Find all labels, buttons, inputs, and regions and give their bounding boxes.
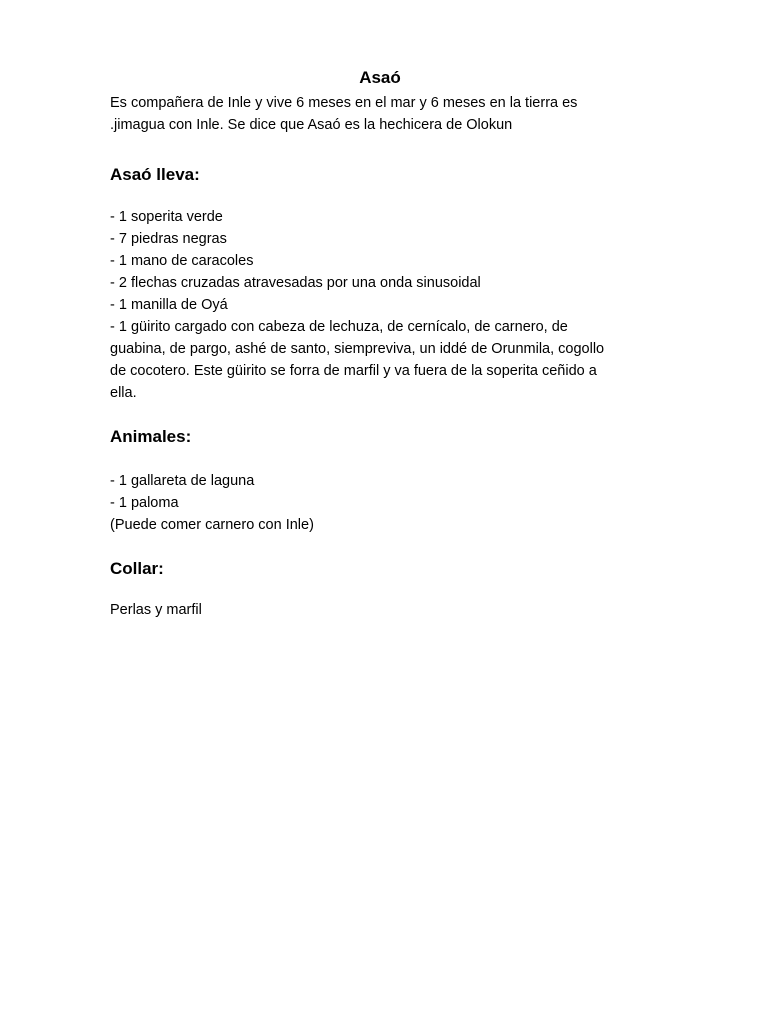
collar-text: Perlas y marfil <box>110 602 202 618</box>
list-item: - 2 flechas cruzadas atravesadas por una onda sinusoidal <box>110 275 481 291</box>
list-item: - 1 gallareta de laguna <box>110 473 255 489</box>
intro-line-1: Es compañera de Inle y vive 6 meses en el mar y 6 meses en la tierra es <box>110 95 578 111</box>
list-item: (Puede comer carnero con Inle) <box>110 517 314 533</box>
list-item: - 7 piedras negras <box>110 231 227 247</box>
list-item: - 1 soperita verde <box>110 209 223 225</box>
list-animales <box>110 470 650 536</box>
list-item: - 1 paloma <box>110 495 179 511</box>
intro-line-2: .jimagua con Inle. Se dice que Asaó es la hechicera de Olokun <box>110 117 513 133</box>
list-item: - 1 güirito cargado con cabeza de lechuza, de cernícalo, de carnero, de <box>110 319 568 335</box>
list-item: ella. <box>110 385 137 401</box>
list-lleva <box>110 206 650 404</box>
list-item: de cocotero. Este güirito se forra de marfil y va fuera de la soperita ceñido a <box>110 363 597 379</box>
document-title: Asaó <box>359 68 401 87</box>
document-page <box>110 66 650 621</box>
list-item: guabina, de pargo, ashé de santo, siempreviva, un iddé de Orunmila, cogollo <box>110 341 605 357</box>
list-item: - 1 mano de caracoles <box>110 253 254 269</box>
section-heading-lleva: Asaó lleva: <box>110 165 200 184</box>
section-heading-collar: Collar: <box>110 559 164 578</box>
list-item: - 1 manilla de Oyá <box>110 297 228 313</box>
section-heading-animales: Animales: <box>110 427 192 446</box>
